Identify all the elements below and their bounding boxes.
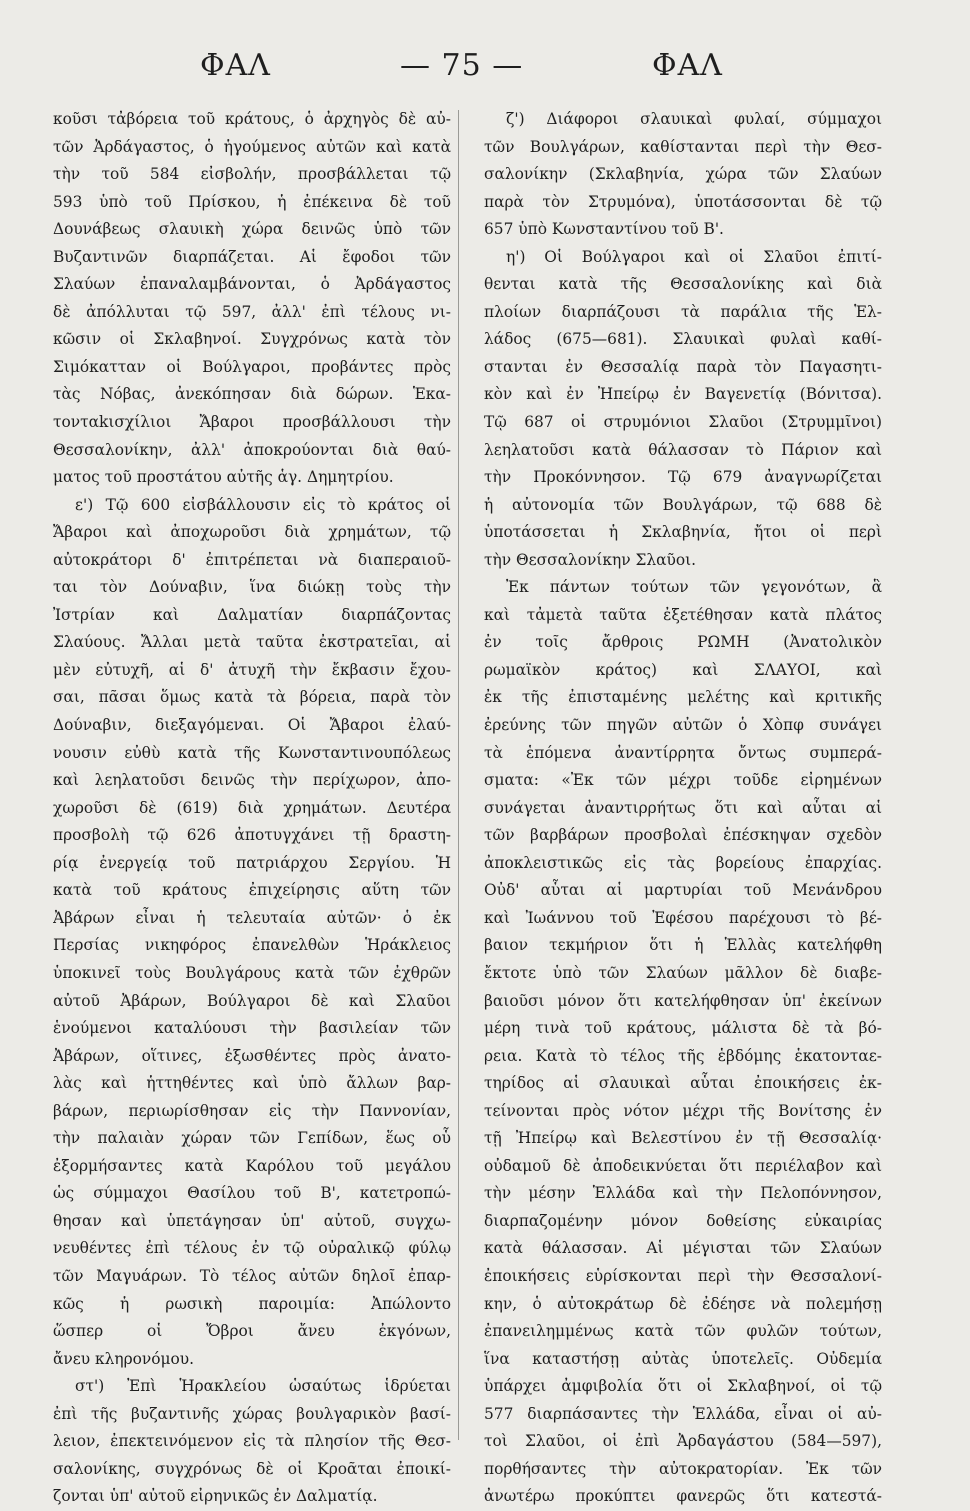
running-head-right: ΦΑΛ xyxy=(652,48,723,83)
text-line: κατὰ θάλασσαν. Αἱ μέγισται τῶν Σλαύων xyxy=(484,1239,882,1258)
text-line: σματα: «Ἐκ τῶν μέχρι τοῦδε εἰρημένων xyxy=(484,771,882,790)
text-line: προσβολὴ τῷ 626 ἀποτυγχάνει τῇ δραστη- xyxy=(53,826,451,845)
text-line: Σλαύων ἐπαναλαμβάνονται, ὁ Ἀρδάγαστος xyxy=(53,275,451,294)
text-line: κατὰ τοῦ κράτους ἐπιχείρησις αὕτη τῶν xyxy=(53,881,451,900)
text-line: στ') Ἐπὶ Ἡρακλείου ὡσαύτως ἱδρύεται xyxy=(75,1377,451,1396)
text-line: ρεια. Κατὰ τὸ τέλος τῆς ἑβδόμης ἑκατονταε- xyxy=(484,1046,882,1065)
text-line: τὰ ἑπόμενα ἀναντίρρητα ὄντως συμπερά- xyxy=(484,743,882,762)
text-line: Οὐδ' αὗται αἱ μαρτυρίαι τοῦ Μενάνδρου xyxy=(484,881,882,900)
text-line: τὴν Θεσσαλονίκην Σλαῦοι. xyxy=(484,550,697,569)
text-line: ἀνωτέρω προκύπτει φανερῶς ὅτι κατεστά- xyxy=(484,1487,882,1506)
text-line: ὑπάρχει ἀμφιβολία ὅτι οἱ Σκλαβηνοί, οἱ τῷ xyxy=(484,1377,882,1396)
text-line: κοῦσι τἀβόρεια τοῦ κράτους, ὁ ἀρχηγὸς δὲ αὐ- xyxy=(53,110,451,128)
text-line: τῶν Μαγυάρων. Τὸ τέλος αὐτῶν δηλοῖ ἐπαρ- xyxy=(53,1266,451,1285)
text-line: μέρη τινὰ τοῦ κράτους, μάλιστα δὲ τὰ βό- xyxy=(484,1019,882,1038)
text-line: λὰς καὶ ἡττηθέντες καὶ ὑπὸ ἄλλων βαρ- xyxy=(53,1074,451,1093)
text-line: ὑποκινεῖ τοὺς Βουλγάρους κατὰ τῶν ἐχθρῶν xyxy=(53,963,451,982)
text-line: τὴν μέσην Ἑλλάδα καὶ τὴν Πελοπόννησον, xyxy=(484,1184,882,1203)
text-line: τείνονται πρὸς νότον μέχρι τῆς Βονίτσης ἐν xyxy=(484,1101,882,1120)
text-line: η') Οἱ Βούλγαροι καὶ οἱ Σλαῦοι ἐπιτί- xyxy=(506,247,882,266)
text-line: καὶ λεηλατοῦσι δεινῶς τὴν περίχωρον, ἀπο- xyxy=(53,771,451,790)
text-line: βαιοῦσι μόνον ὅτι κατελήφθησαν ὑπ' ἐκείνων xyxy=(484,991,882,1010)
text-line: σαλονίκης, συγχρόνως δὲ οἱ Κροᾶται ἐποικί- xyxy=(53,1459,451,1478)
text-line: ἐρεύνης τῶν πηγῶν αὐτῶν ὁ Χὸπφ συνάγει xyxy=(484,716,882,735)
text-line: Ἰστρίαν καὶ Δαλματίαν διαρπάζοντας xyxy=(53,605,451,624)
right-column xyxy=(484,106,882,1511)
text-line: Περσίας νικηφόρος ἐπανελθὼν Ἡράκλειος xyxy=(53,936,451,955)
page-number: — 75 — xyxy=(400,48,524,83)
text-line: Ἀβάρων εἶναι ἡ τελευταία αὐτῶν· ὁ ἐκ xyxy=(53,908,451,927)
text-line: κὸν καὶ ἐν Ἠπείρῳ ἐν Βαγενετίᾳ (Βόνιτσα). xyxy=(484,385,882,404)
text-line: θενται κατὰ τῆς Θεσσαλονίκης καὶ διὰ xyxy=(484,275,882,294)
text-line: 577 διαρπάσαντες τὴν Ἑλλάδα, εἶναι οἱ αὐ- xyxy=(484,1404,882,1423)
text-line: τῶν βαρβάρων προσβολαὶ ἐπέσκηψαν σχεδὸν xyxy=(484,826,882,845)
text-line: κῶς ἡ ρωσικὴ παροιμία: Ἀπώλοντο xyxy=(53,1294,451,1313)
text-line: συνάγεται ἀναντιρρήτως ὅτι καὶ αὗται αἱ xyxy=(484,798,882,817)
text-line: Βυζαντινῶν διαρπάζεται. Αἱ ἔφοδοι τῶν xyxy=(53,247,451,266)
text-line: Σιμόκατταν οἱ Βούλγαροι, προβάντες πρὸς xyxy=(53,357,451,376)
text-line: τονταkισχίλιοι Ἄβαροι προσβάλλουσι τὴν xyxy=(53,413,451,432)
text-line: τοὶ Σλαῦοι, οἱ ἐπὶ Ἀρδαγάστου (584—597), xyxy=(484,1432,882,1451)
text-line: ἡ αὐτονομία τῶν Βουλγάρων, τῷ 688 δὲ xyxy=(484,495,882,514)
text-line: τῶν Βουλγάρων, καθίστανται περὶ τὴν Θεσ- xyxy=(484,137,882,156)
text-line: πλοίων διαρπάζουσι τὰ παράλια τῆς Ἑλ- xyxy=(484,302,882,321)
text-line: σαι, πᾶσαι ὅμως κατὰ τὰ βόρεια, παρὰ τὸν xyxy=(53,688,451,707)
text-line: νευθέντες ἐπὶ τέλους ἐν τῷ οὐραλικῷ φύλῳ xyxy=(53,1239,451,1258)
text-line: Ἐκ πάντων τούτων τῶν γεγονότων, ἃ xyxy=(506,578,882,597)
text-line: τὰς Νόβας, ἀνεκόπησαν διὰ δώρων. Ἑκα- xyxy=(53,385,451,404)
text-line: τὴν παλαιὰν χώραν τῶν Γεπίδων, ἕως οὗ xyxy=(53,1129,451,1148)
left-column xyxy=(53,106,451,1511)
running-head-left: ΦΑΛ xyxy=(200,48,271,83)
text-line: ται τὸν Δούναβιν, ἵνα διώκῃ τοὺς τὴν xyxy=(53,578,451,597)
text-line: ὡς σύμμαχοι Θασίλου τοῦ Β', κατετροπώ- xyxy=(53,1184,451,1203)
text-line: Ἀβάρων, οἵτινες, ἐξωσθέντες πρὸς ἀνατο- xyxy=(53,1046,451,1065)
text-line: τηρίδος αἱ σλαυικαὶ αὗται ἐποικήσεις ἐκ- xyxy=(484,1074,882,1093)
text-line: Σλαύους. Ἄλλαι μετὰ ταῦτα ἐκστρατεῖαι, αἱ xyxy=(53,633,451,652)
text-line: καὶ Ἰωάννου τοῦ Ἐφέσου παρέχουσι τὸ βέ- xyxy=(484,908,882,927)
text-line: ρωμαϊκὸν κράτος) καὶ ΣΛΑΥΟΙ, καὶ xyxy=(484,660,882,679)
text-line: Δουνάβεως σλαυικὴ χώρα δεινῶς ὑπὸ τῶν xyxy=(53,220,451,239)
text-line: ὥσπερ οἱ Ὄβροι ἄνευ ἐκγόνων, xyxy=(53,1322,451,1341)
text-line: παρὰ τὸν Στρυμόνα), ὑποτάσσονται δὲ τῷ xyxy=(484,192,882,211)
text-line: νουσιν εὐθὺ κατὰ τῆς Κωνσταντινουπόλεως xyxy=(53,743,451,762)
text-line: μὲν εὐτυχῆ, αἱ δ' ἀτυχῆ τὴν ἔκβασιν ἔχου- xyxy=(53,660,451,679)
text-line: λάδος (675—681). Σλαυικαὶ φυλαὶ καθί- xyxy=(484,330,882,349)
text-line: οὐδαμοῦ δὲ ἀποδεικνύεται ὅτι περιέλαβον καὶ xyxy=(484,1156,882,1175)
text-line: ρίᾳ ἐνεργείᾳ τοῦ πατριάρχου Σεργίου. Ἡ xyxy=(53,853,451,872)
text-line: ἐκ τῆς ἐπισταμένης μελέτης καὶ κριτικῆς xyxy=(484,688,882,707)
text-line: ἄνευ κληρονόμου. xyxy=(53,1349,195,1368)
text-line: κην, ὁ αὐτοκράτωρ δὲ ἐδέησε νὰ πολεμήσῃ xyxy=(484,1294,882,1313)
text-line: αὐτοκράτορι δ' ἐπιτρέπεται νὰ διαπεραιοῦ- xyxy=(53,550,451,569)
column-divider xyxy=(458,110,459,1440)
text-line: Θεσσαλονίκην, ἀλλ' ἀποκρούονται διὰ θαύ- xyxy=(53,440,451,459)
text-line: τῇ Ἠπείρῳ καὶ Βελεστίνου ἐν τῇ Θεσσαλίᾳ· xyxy=(484,1129,882,1148)
text-line: λεηλατοῦσι κατὰ θάλασσαν τὸ Πάριον καὶ xyxy=(484,440,882,459)
text-line: 657 ὑπὸ Κωνσταντίνου τοῦ Β'. xyxy=(484,220,724,239)
text-line: ε') Τῷ 600 εἰσβάλλουσιν εἰς τὸ κράτος οἱ xyxy=(75,495,451,514)
text-line: ἀποκλειστικῶς εἰς τὰς βορείους ἐπαρχίας. xyxy=(484,853,882,872)
text-line: ὑποτάσσεται ἡ Σκλαβηνία, ἤτοι οἱ περὶ xyxy=(484,523,882,542)
text-line: ἑνούμενοι καταλύουσι τὴν βασιλείαν τῶν xyxy=(53,1019,451,1038)
text-line: ἔκτοτε ὑπὸ τῶν Σλαύων μᾶλλον δὲ διαβε- xyxy=(484,963,882,982)
text-line: θησαν καὶ ὑπετάγησαν ὑπ' αὐτοῦ, συγχω- xyxy=(53,1211,451,1230)
text-line: τῶν Ἀρδάγαστος, ὁ ἡγούμενος αὐτῶν καὶ κατὰ xyxy=(53,137,451,156)
text-line: ἐν τοῖς ἄρθροις ΡΩΜΗ (Ἀνατολικὸν xyxy=(484,633,882,652)
text-line: στανται ἐν Θεσσαλίᾳ παρὰ τὸν Παγασητι- xyxy=(484,357,882,376)
text-line: ἐξορμήσαντες κατὰ Καρόλου τοῦ μεγάλου xyxy=(53,1156,451,1175)
text-line: ἐπανειλημμένως κατὰ τῶν φυλῶν τούτων, xyxy=(484,1322,882,1341)
text-line: ζ') Διάφοροι σλαυικαὶ φυλαί, σύμμαχοι xyxy=(506,110,882,128)
text-line: βαιον τεκμήριον ὅτι ἡ Ἑλλὰς κατελήφθη xyxy=(484,936,882,955)
text-line: λειον, ἐπεκτεινόμενον εἰς τὰ πλησίον τῆς Θεσ- xyxy=(53,1432,451,1451)
text-line: ἵνα καταστήσῃ αὐτὰς ὑποτελεῖς. Οὐδεμία xyxy=(484,1349,882,1368)
text-line: ἐπὶ τῆς βυζαντινῆς χώρας βουλγαρικὸν βασί- xyxy=(53,1404,451,1423)
text-line: 593 ὑπὸ τοῦ Πρίσκου, ἡ ἐπέκεινα δὲ τοῦ xyxy=(53,192,451,211)
page-header xyxy=(0,48,970,98)
text-line: αὐτοῦ Ἀβάρων, Βούλγαροι δὲ καὶ Σλαῦοι xyxy=(53,991,451,1010)
text-line: τὴν Προκόννησον. Τῷ 679 ἀναγνωρίζεται xyxy=(484,468,882,487)
text-line: Δούναβιν, διεξαγόμεναι. Οἱ Ἄβαροι ἐλαύ- xyxy=(53,716,451,735)
text-line: ζονται ὑπ' αὐτοῦ εἰρηνικῶς ἐν Δαλματίᾳ. xyxy=(53,1487,378,1506)
text-line: Ἄβαροι καὶ ἀποχωροῦσι διὰ χρημάτων, τῷ xyxy=(53,523,451,542)
text-line: ματος τοῦ προστάτου αὐτῆς ἁγ. Δημητρίου. xyxy=(53,468,394,487)
text-line: πορθήσαντες τὴν αὐτοκρατορίαν. Ἐκ τῶν xyxy=(484,1459,882,1478)
text-line: κῶσιν οἱ Σκλαβηνοί. Συγχρόνως κατὰ τὸν xyxy=(53,330,451,349)
text-line: Τῷ 687 οἱ στρυμόνιοι Σλαῦοι (Στρυμμῖνοι) xyxy=(484,413,882,432)
text-line: τὴν τοῦ 584 εἰσβολήν, προσβάλλεται τῷ xyxy=(53,165,451,184)
text-line: δὲ ἀπόλλυται τῷ 597, ἀλλ' ἐπὶ τέλους νι- xyxy=(53,302,451,321)
text-line: βάρων, περιωρίσθησαν εἰς τὴν Παννονίαν, xyxy=(53,1101,451,1120)
text-line: χωροῦσι δὲ (619) διὰ χρημάτων. Δευτέρα xyxy=(53,798,451,817)
text-line: διαρπαζομένην μόνον δοθείσης εὐκαιρίας xyxy=(484,1211,882,1230)
text-line: ἐποικήσεις εὑρίσκονται περὶ τὴν Θεσσαλονί- xyxy=(484,1266,882,1285)
text-line: σαλονίκην (Σκλαβηνία, χώρα τῶν Σλαύων xyxy=(484,165,882,184)
text-line: καὶ τἀμετὰ ταῦτα ἐξετέθησαν κατὰ πλάτος xyxy=(484,605,882,624)
